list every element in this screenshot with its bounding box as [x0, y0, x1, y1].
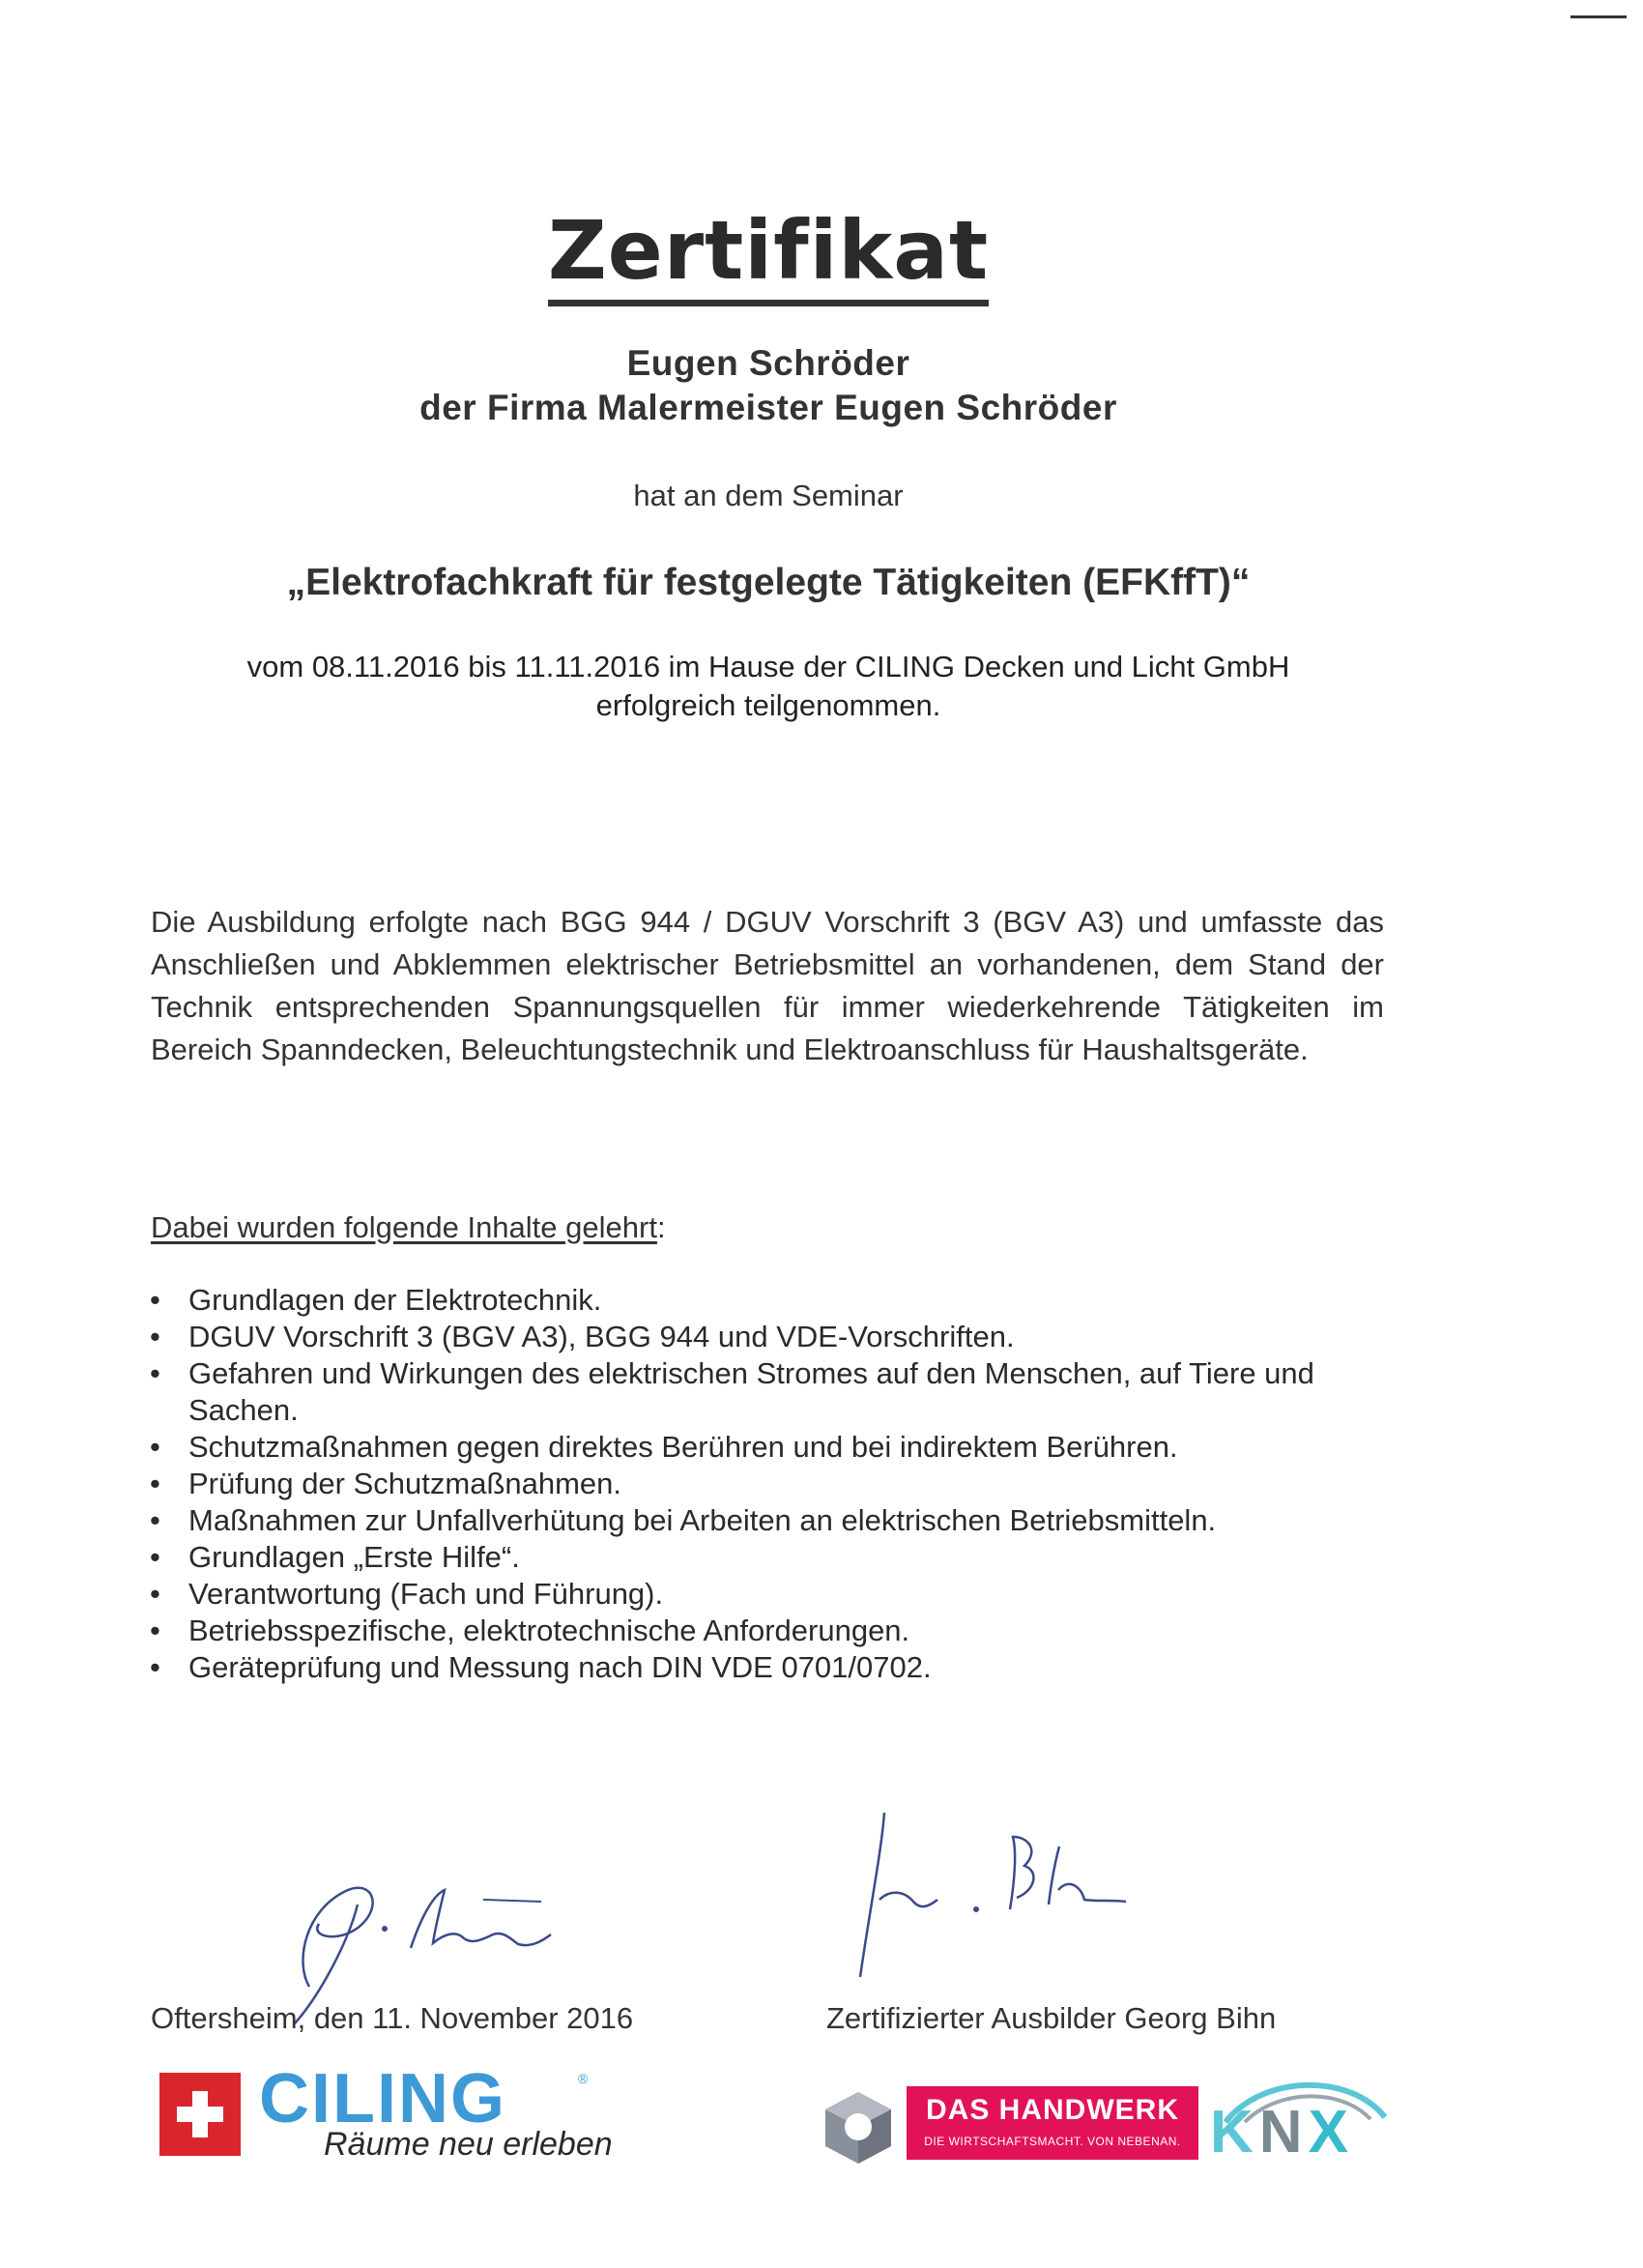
- contents-heading-colon: :: [656, 1210, 666, 1244]
- handwerk-cube-icon: [820, 2088, 897, 2166]
- bullet: •: [150, 1650, 160, 1684]
- bullet: •: [150, 1283, 160, 1317]
- seminar-title: „Elektrofachkraft für festgelegte Tätigkeiten (EFKffT)“: [286, 562, 1251, 603]
- bullet: •: [150, 1540, 160, 1574]
- success-text: erfolgreich teilgenommen.: [595, 688, 941, 722]
- bullet: •: [150, 1356, 160, 1390]
- trainer-name: Zertifizierter Ausbilder Georg Bihn: [826, 2001, 1277, 2035]
- list-item: • Grundlagen der Elektrotechnik.: [150, 1283, 602, 1317]
- ciling-logo: [159, 2060, 643, 2167]
- contents-list: [150, 1282, 1358, 1686]
- list-item: • DGUV Vorschrift 3 (BGV A3), BGG 944 und VDE-Vorschriften.: [150, 1320, 1015, 1353]
- intro-text: hat an dem Seminar: [633, 479, 904, 512]
- certificate-title: Zertifikat: [0, 203, 1537, 298]
- handwerk-slogan: DIE WIRTSCHAFTSMACHT. VON NEBENAN.: [924, 2135, 1181, 2148]
- contents-heading-text: Dabei wurden folgende Inhalte gelehrt: [151, 1210, 657, 1244]
- recipient-firm: der Firma Malermeister Eugen Schröder: [419, 388, 1117, 427]
- swiss-cross-icon: [159, 2073, 241, 2156]
- bullet: •: [150, 1467, 160, 1500]
- bullet: •: [150, 1614, 160, 1647]
- list-item: • Verantwortung (Fach und Führung).: [150, 1577, 664, 1611]
- list-item: • Prüfung der Schutzmaßnahmen.: [150, 1467, 622, 1500]
- seminar-dates: vom 08.11.2016 bis 11.11.2016 im Hause der CILING Decken und Licht GmbH: [246, 650, 1290, 683]
- recipient-name: Eugen Schröder: [626, 343, 910, 383]
- training-description: Die Ausbildung erfolgte nach BGG 944 / DGUV Vorschrift 3 (BGV A3) und umfasste das Anschließen und Abklemmen elektrischer Betriebsmittel an vorhandenen, dem Stand der Technik entsprechenden Spannungsquellen für immer wiederkehrende Tätigkeiten im Bereich Spanndecken, Beleuchtungstechnik und Elektroanschluss für Haushaltsgeräte.: [151, 905, 1384, 1066]
- list-item: • Grundlagen „Erste Hilfe“.: [150, 1540, 520, 1574]
- ciling-tagline: Räume neu erleben: [324, 2126, 613, 2163]
- ciling-wordmark: CILING: [259, 2060, 506, 2137]
- bullet: •: [150, 1430, 160, 1464]
- knx-wordmark: KNX: [1210, 2099, 1354, 2166]
- signature-right: [831, 1793, 1179, 2006]
- das-handwerk-logo: [907, 2086, 1198, 2160]
- contents-heading: [151, 1210, 666, 1245]
- place-and-date: Oftersheim, den 11. November 2016: [151, 2001, 634, 2035]
- list-item: • Gefahren und Wirkungen des elektrischen Stromes auf den Menschen, auf Tiere und Sachen.: [150, 1356, 1314, 1427]
- handwerk-wordmark: DAS HANDWERK: [926, 2094, 1179, 2126]
- bullet: •: [150, 1577, 160, 1611]
- bullet: •: [150, 1320, 160, 1353]
- list-item: • Schutzmaßnahmen gegen direktes Berühren und bei indirektem Berühren.: [150, 1430, 1178, 1464]
- registered-mark: ®: [578, 2071, 589, 2086]
- knx-logo: [1206, 2069, 1399, 2166]
- list-item: • Maßnahmen zur Unfallverhütung bei Arbeiten an elektrischen Betriebsmitteln.: [150, 1503, 1217, 1537]
- list-item: • Geräteprüfung und Messung nach DIN VDE 0701/0702.: [150, 1650, 932, 1684]
- bullet: •: [150, 1503, 160, 1537]
- corner-scan-mark: [1571, 15, 1627, 18]
- list-item: • Betriebsspezifische, elektrotechnische Anforderungen.: [150, 1614, 910, 1647]
